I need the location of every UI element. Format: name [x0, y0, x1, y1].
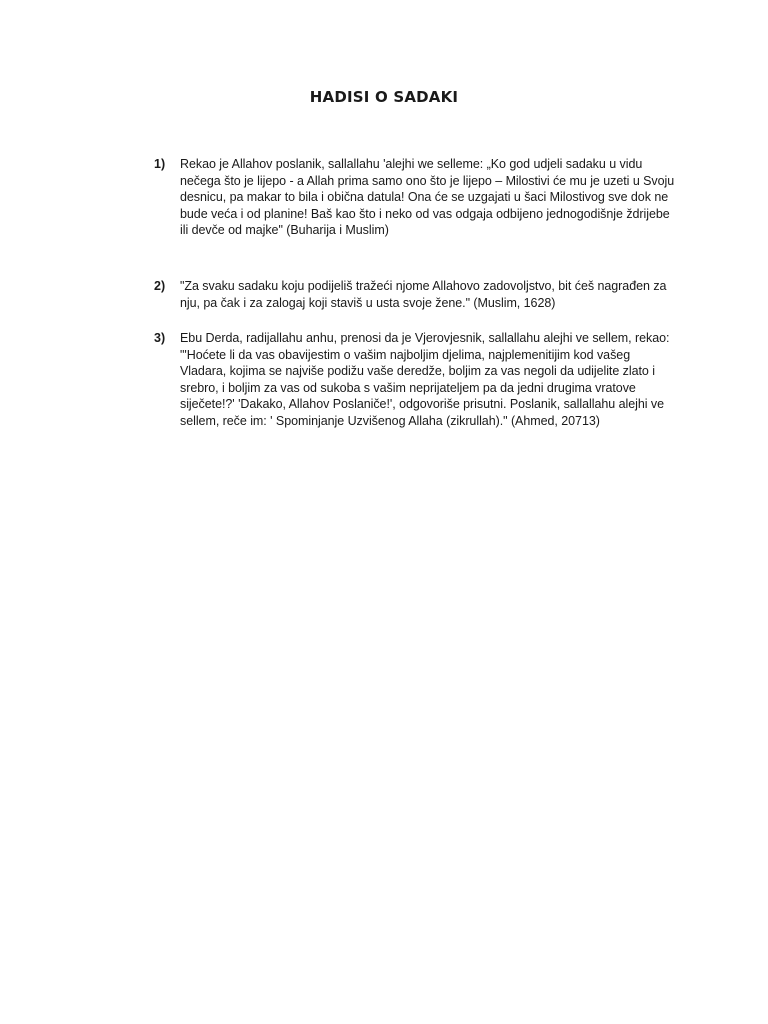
hadith-text: Rekao je Allahov poslanik, sallallahu 'alejhi we selleme: „Ko god udjeli sadaku u vidu nečega što je lijepo - a Allah prima samo ono što je lijepo – Milostivi će mu je uzeti u Svoju desnicu, pa makar to bila i obična datula! Ona će se uzgajati u šaci Milostivog sve dok ne bude veća i od planine! Baš kao što i neko od vas odgaja odbijeno jednogodišnje ždrijebe ili devče od majke" (Buharija i Muslim) — [180, 157, 675, 237]
hadith-item-1 — [154, 156, 679, 239]
hadith-item-3 — [154, 330, 679, 429]
page-title: HADISI O SADAKI — [309, 88, 459, 106]
hadith-text: Ebu Derda, radijallahu anhu, prenosi da je Vjerovjesnik, sallallahu alejhi ve sellem, rekao: "'Hoćete li da vas obavijestim o vašim najboljim djelima, najplemenitijim kod vašeg Vladara, kojima se najviše podižu vaše deredže, boljim za vas negoli da udijelite zlato i srebro, i boljim za vas od sukoba s vašim neprijateljem pa da jedni drugima vratove siječete!?' 'Dakako, Allahov Poslaniče!', odgovoriše prisutni. Poslanik, sallallahu alejhi ve sellem, reče im: ' Spominjanje Uzvišenog Allaha (zikrullah)." (Ahmed, 20713) — [180, 331, 670, 428]
hadith-number: 3) — [154, 331, 166, 345]
hadith-item-2 — [154, 278, 679, 311]
hadith-number: 2) — [154, 279, 166, 293]
hadith-text: "Za svaku sadaku koju podijeliš tražeći njome Allahovo zadovoljstvo, bit ćeš nagrađen za nju, pa čak i za zalogaj koji staviš u usta svoje žene." (Muslim, 1628) — [180, 279, 667, 310]
hadith-number: 1) — [154, 157, 166, 171]
